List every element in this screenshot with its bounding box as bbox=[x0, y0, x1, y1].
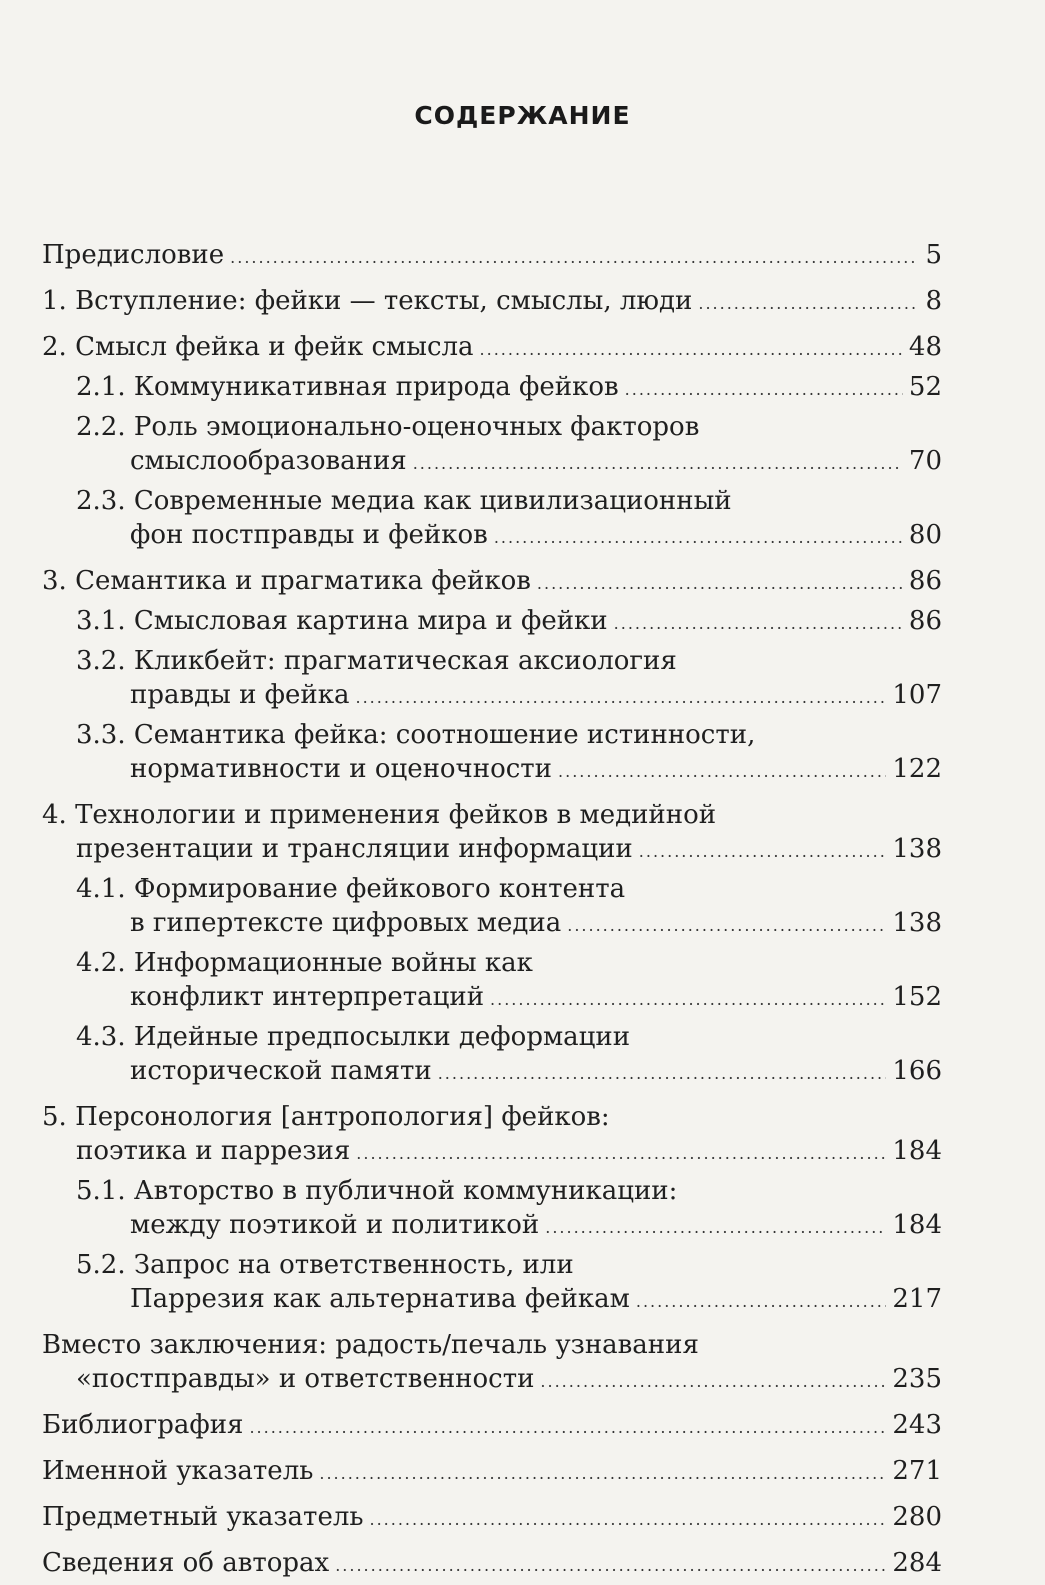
toc-page-number: 8 bbox=[925, 286, 942, 316]
leader-dots bbox=[698, 287, 919, 321]
toc-entry bbox=[42, 330, 942, 364]
toc-entry bbox=[42, 1500, 942, 1534]
toc-line bbox=[42, 1500, 942, 1534]
toc-entry-title: 4. Технологии и применения фейков в медийной bbox=[42, 800, 717, 830]
toc-entry bbox=[42, 1328, 942, 1396]
leader-dots bbox=[494, 521, 903, 555]
leader-dots bbox=[438, 1057, 887, 1091]
toc-entry-title: 3.3. Семантика фейка: соотношение истинности, bbox=[76, 720, 756, 750]
leader-dots bbox=[480, 333, 903, 367]
leader-dots bbox=[625, 373, 903, 407]
toc-page-number: 152 bbox=[892, 982, 942, 1012]
toc-line bbox=[42, 872, 942, 906]
leader-dots bbox=[567, 909, 886, 943]
toc-page-number: 184 bbox=[892, 1136, 942, 1166]
leader-dots bbox=[356, 1137, 886, 1171]
toc-entry-title: 3.1. Смысловая картина мира и фейки bbox=[76, 606, 608, 636]
toc-line bbox=[42, 946, 942, 980]
toc-entry bbox=[42, 872, 942, 940]
toc-entry-title: 3. Семантика и прагматика фейков bbox=[42, 566, 531, 596]
toc-entry-title: поэтика и паррезия bbox=[76, 1136, 351, 1166]
leader-dots bbox=[636, 1285, 886, 1319]
toc-entry-title: «постправды» и ответственности bbox=[76, 1364, 535, 1394]
page-title: СОДЕРЖАНИЕ bbox=[414, 101, 631, 130]
toc-entry-title: смыслообразования bbox=[130, 446, 407, 476]
toc-entry-title: между поэтикой и политикой bbox=[130, 1210, 540, 1240]
toc-line bbox=[42, 1020, 942, 1054]
toc-page-number: 280 bbox=[892, 1502, 942, 1532]
toc-line bbox=[42, 1054, 942, 1088]
toc-entry bbox=[42, 604, 942, 638]
toc-entry-title: 4.1. Формирование фейкового контента bbox=[76, 874, 626, 904]
toc-line bbox=[42, 798, 942, 832]
toc-line bbox=[42, 1328, 942, 1362]
toc-entry-title: презентации и трансляции информации bbox=[76, 834, 633, 864]
toc-entry bbox=[42, 410, 942, 478]
toc-entry bbox=[42, 798, 942, 866]
toc-line bbox=[42, 564, 942, 598]
toc-entry-title: Предметный указатель bbox=[42, 1502, 364, 1532]
toc-line bbox=[42, 718, 942, 752]
toc-page-number: 80 bbox=[908, 520, 942, 550]
toc-line bbox=[42, 1248, 942, 1282]
toc-entry-title: 5. Персонология [антропология] фейков: bbox=[42, 1102, 610, 1132]
toc-entry bbox=[42, 718, 942, 786]
toc-line bbox=[42, 1100, 942, 1134]
toc-entry-title: Именной указатель bbox=[42, 1456, 314, 1486]
toc-page-number: 48 bbox=[908, 332, 942, 362]
toc-entry-title: 5.1. Авторство в публичной коммуникации: bbox=[76, 1176, 678, 1206]
toc-entry-title: Предисловие bbox=[42, 240, 225, 270]
leader-dots bbox=[413, 447, 903, 481]
toc-page-number: 235 bbox=[892, 1364, 942, 1394]
toc-page-number: 243 bbox=[892, 1410, 942, 1440]
toc-entry bbox=[42, 1248, 942, 1316]
toc-entry-title: 2.2. Роль эмоционально-оценочных факторов bbox=[76, 412, 700, 442]
toc-entry bbox=[42, 284, 942, 318]
toc-entry bbox=[42, 1454, 942, 1488]
toc-page-number: 217 bbox=[892, 1284, 942, 1314]
toc-entry bbox=[42, 644, 942, 712]
leader-dots bbox=[370, 1503, 887, 1537]
toc-entry bbox=[42, 238, 942, 272]
toc-line bbox=[42, 410, 942, 444]
toc-page-number: 86 bbox=[908, 606, 942, 636]
toc-line bbox=[42, 832, 942, 866]
toc-line bbox=[42, 678, 942, 712]
toc-entry-title: 2.3. Современные медиа как цивилизационный bbox=[76, 486, 732, 516]
toc-page-number: 138 bbox=[892, 908, 942, 938]
leader-dots bbox=[545, 1211, 886, 1245]
toc-line bbox=[42, 752, 942, 786]
leader-dots bbox=[614, 607, 903, 641]
toc-page-number: 70 bbox=[908, 446, 942, 476]
toc-entry-title: нормативности и оценочности bbox=[130, 754, 553, 784]
toc-line bbox=[42, 1408, 942, 1442]
toc-page-number: 86 bbox=[908, 566, 942, 596]
leader-dots bbox=[249, 1411, 886, 1445]
toc-entry-title: правды и фейка bbox=[130, 680, 350, 710]
toc-entry-title: Сведения об авторах bbox=[42, 1548, 330, 1578]
toc-page-number: 5 bbox=[925, 240, 942, 270]
toc-entry bbox=[42, 484, 942, 552]
leader-dots bbox=[356, 681, 887, 715]
toc-entry-title: фон постправды и фейков bbox=[130, 520, 488, 550]
leader-dots bbox=[490, 983, 886, 1017]
toc-page-number: 122 bbox=[892, 754, 942, 784]
toc-entry-title: Вместо заключения: радость/печаль узнавания bbox=[42, 1330, 699, 1360]
toc-line bbox=[42, 444, 942, 478]
toc-entry bbox=[42, 1174, 942, 1242]
toc-line bbox=[42, 238, 942, 272]
toc-line bbox=[42, 330, 942, 364]
toc-page-number: 184 bbox=[892, 1210, 942, 1240]
toc-page-number: 284 bbox=[892, 1548, 942, 1578]
leader-dots bbox=[335, 1549, 886, 1583]
toc-entry bbox=[42, 370, 942, 404]
toc-entry bbox=[42, 564, 942, 598]
toc-line bbox=[42, 1282, 942, 1316]
toc-line bbox=[42, 604, 942, 638]
toc-entry-title: 3.2. Кликбейт: прагматическая аксиология bbox=[76, 646, 677, 676]
toc-line bbox=[42, 1362, 942, 1396]
toc-entry bbox=[42, 1408, 942, 1442]
toc-line bbox=[42, 906, 942, 940]
toc-line bbox=[42, 644, 942, 678]
toc-line bbox=[42, 1546, 942, 1580]
toc-entry-title: 1. Вступление: фейки — тексты, смыслы, люди bbox=[42, 286, 693, 316]
toc-entry-title: 5.2. Запрос на ответственность, или bbox=[76, 1250, 574, 1280]
leader-dots bbox=[558, 755, 886, 789]
toc-page-number: 107 bbox=[892, 680, 942, 710]
toc-line bbox=[42, 980, 942, 1014]
toc-entry-title: 2.1. Коммуникативная природа фейков bbox=[76, 372, 619, 402]
toc-page-number: 138 bbox=[892, 834, 942, 864]
toc-entry-title: 2. Смысл фейка и фейк смысла bbox=[42, 332, 474, 362]
toc-line bbox=[42, 1208, 942, 1242]
toc-line bbox=[42, 484, 942, 518]
toc-entry bbox=[42, 1020, 942, 1088]
leader-dots bbox=[537, 567, 903, 601]
toc-entry-title: в гипертексте цифровых медиа bbox=[130, 908, 562, 938]
toc-line bbox=[42, 1454, 942, 1488]
toc-page-number: 166 bbox=[892, 1056, 942, 1086]
leader-dots bbox=[230, 241, 919, 275]
toc-entry-title: исторической памяти bbox=[130, 1056, 432, 1086]
toc-entry-title: 4.3. Идейные предпосылки деформации bbox=[76, 1022, 631, 1052]
toc-line bbox=[42, 1174, 942, 1208]
leader-dots bbox=[319, 1457, 886, 1491]
toc-line bbox=[42, 370, 942, 404]
toc-line bbox=[42, 1134, 942, 1168]
toc-entry-title: конфликт интерпретаций bbox=[130, 982, 485, 1012]
toc-entry-title: Паррезия как альтернатива фейкам bbox=[130, 1284, 630, 1314]
toc-line bbox=[42, 518, 942, 552]
toc-entry-title: 4.2. Информационные войны как bbox=[76, 948, 533, 978]
toc-entry bbox=[42, 1100, 942, 1168]
toc-entry-title: Библиография bbox=[42, 1410, 244, 1440]
toc-entry bbox=[42, 946, 942, 1014]
toc-page-number: 271 bbox=[892, 1456, 942, 1486]
toc-entry bbox=[42, 1546, 942, 1580]
leader-dots bbox=[540, 1365, 886, 1399]
leader-dots bbox=[639, 835, 887, 869]
table-of-contents bbox=[42, 238, 942, 1580]
toc-line bbox=[42, 284, 942, 318]
toc-page-number: 52 bbox=[908, 372, 942, 402]
